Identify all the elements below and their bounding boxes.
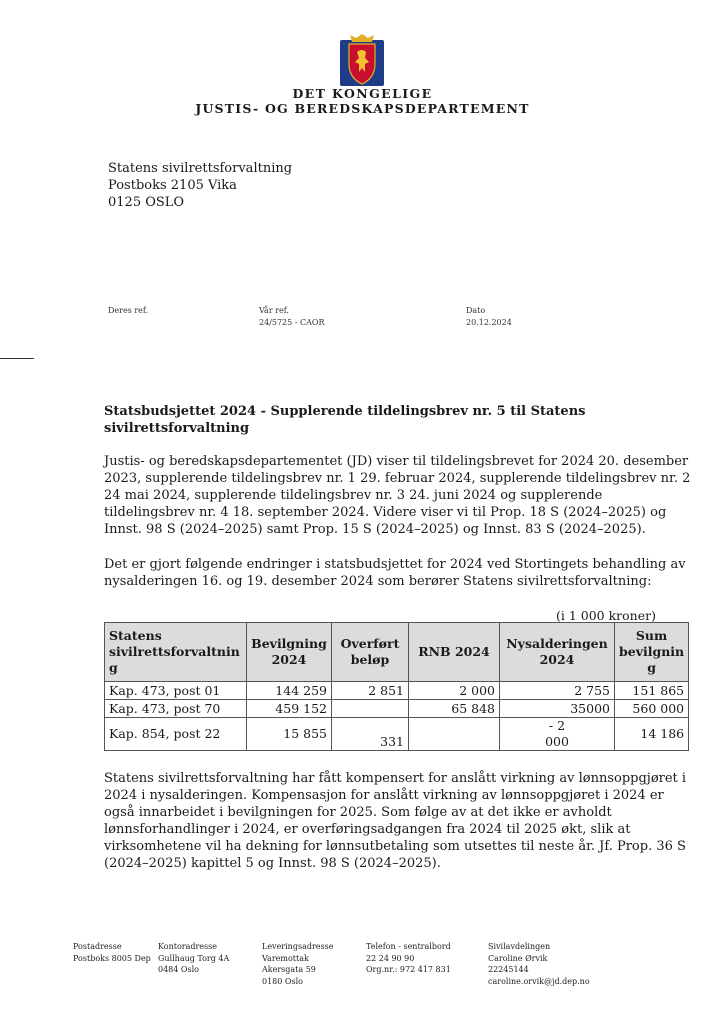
footer-heading: Leveringsadresse (262, 942, 334, 951)
cell-sum: 14 186 (615, 718, 689, 751)
cell-rnb: 65 848 (409, 700, 500, 718)
table-unit-label: (i 1 000 kroner) (556, 608, 656, 623)
paragraph-line: Statens sivilrettsforvaltning har fått kompensert for anslått virkning av lønnsoppgjøret i (104, 771, 687, 786)
footer-kontoradresse (158, 941, 229, 976)
footer-line: Varemottak (262, 953, 309, 963)
cell-label: Kap. 473, post 70 (105, 700, 247, 718)
header-statens-sivilrettsforvaltning (105, 623, 247, 682)
footer-line: 0484 Oslo (158, 965, 199, 974)
table-header-row (105, 623, 689, 682)
coat-of-arms-logo (338, 32, 386, 86)
header-overfort (332, 623, 409, 682)
header-line: Statens (109, 628, 162, 643)
paragraph-line: Det er gjort følgende endringer i statsbudsjettet for 2024 ved Stortingets behandling av (104, 557, 686, 572)
paragraph-intro (104, 453, 691, 538)
cell-bevilgning: 144 259 (247, 682, 332, 700)
footer-avdeling (488, 941, 590, 987)
cell-overfort (332, 700, 409, 718)
cell-overfort: 331 (332, 718, 409, 751)
footer-line: Gullhaug Torg 4A (158, 953, 230, 963)
footer-line: Akersgata 59 (262, 965, 316, 974)
cell-label: Kap. 473, post 01 (105, 682, 247, 700)
header-line: Bevilgning (251, 636, 327, 651)
deres-ref-label: Deres ref. (108, 306, 149, 315)
header-line: Nysalderingen (506, 636, 608, 651)
header-sum-bevilgning (615, 623, 689, 682)
paragraph-line: virksomhetene vil ha dekning for lønnsutbetaling som utsettes til neste år. Jf. Prop. 36 S (104, 839, 686, 854)
cell-label: Kap. 854, post 22 (105, 718, 247, 751)
cell-sum: 560 000 (615, 700, 689, 718)
cell-nysaldering (500, 718, 615, 751)
var-ref-label: Vår ref. (259, 306, 289, 315)
recipient-street: Postboks 2105 Vika (108, 178, 237, 193)
paragraph-line: 2023, supplerende tildelingsbrev nr. 1 29. februar 2024, supplerende tildelingsbrev nr. 2 (104, 471, 691, 486)
nysaldering-line1: - 2 (548, 718, 566, 733)
footer-leveringsadresse (262, 941, 333, 987)
paragraph-line: 2024 i nysalderingen. Kompensasjon for anslått virkning av lønnsoppgjøret i 2024 er (104, 788, 664, 803)
paragraph-compensation (104, 770, 687, 872)
recipient-name: Statens sivilrettsforvaltning (108, 161, 293, 176)
footer-line: 0180 Oslo (262, 976, 303, 986)
letter-title (104, 403, 624, 437)
title-line2: sivilrettsforvaltning (104, 421, 250, 436)
footer-line: Org.nr.: 972 417 831 (366, 965, 451, 974)
header-rnb (409, 623, 500, 682)
cell-bevilgning: 459 152 (247, 700, 332, 718)
department-name-line1: DET KONGELIGE (292, 86, 433, 101)
paragraph-line: Justis- og beredskapsdepartementet (JD) viser til tildelingsbrevet for 2024 20. desember (104, 454, 689, 469)
footer-line: Caroline Ørvik (488, 953, 548, 963)
footer-email: caroline.orvik@jd.dep.no (488, 976, 590, 986)
cell-overfort: 2 851 (332, 682, 409, 700)
table-row (105, 700, 689, 718)
footer-line: 22245144 (488, 965, 529, 974)
paragraph-line: 24 mai 2024, supplerende tildelingsbrev nr. 3 24. juni 2024 og supplerende (104, 488, 603, 503)
cell-nysaldering: 2 755 (500, 682, 615, 700)
fold-mark (0, 358, 34, 359)
paragraph-changes (104, 556, 686, 590)
nysaldering-line2: 000 (545, 734, 569, 749)
footer-heading: Sivilavdelingen (488, 942, 551, 951)
cell-sum: 151 865 (615, 682, 689, 700)
header-line: beløp (350, 652, 390, 667)
cell-rnb (409, 718, 500, 751)
cell-nysaldering: 35000 (500, 700, 615, 718)
date-value: 20.12.2024 (466, 318, 512, 327)
title-line1: Statsbudsjettet 2024 - Supplerende tildelingsbrev nr. 5 til Statens (104, 404, 586, 419)
footer-postadresse (73, 941, 151, 964)
footer-heading: Kontoradresse (158, 942, 217, 951)
header-line: 2024 (539, 652, 575, 667)
cell-rnb: 2 000 (409, 682, 500, 700)
table-row (105, 682, 689, 700)
footer-line: 22 24 90 90 (366, 953, 415, 963)
paragraph-line: (2024–2025) kapittel 5 og Innst. 98 S (2024–2025). (104, 856, 441, 871)
paragraph-line: lønnsforhandlinger i 2024, er overføringsadgangen fra 2024 til 2025 økt, slik at (104, 822, 631, 837)
var-ref-value: 24/5725 - CAOR (259, 318, 325, 327)
footer-heading: Postadresse (73, 942, 122, 951)
footer-line: Postboks 8005 Dep (73, 953, 151, 963)
footer-heading: Telefon - sentralbord (366, 942, 451, 951)
cell-bevilgning: 15 855 (247, 718, 332, 751)
paragraph-line: tildelingsbrev nr. 4 18. september 2024. Videre viser vi til Prop. 18 S (2024–2025) og (104, 505, 667, 520)
header-nysalderingen (500, 623, 615, 682)
recipient-postcode: 0125 OSLO (108, 195, 185, 210)
header-line: sivilrettsforvaltnin (109, 644, 240, 659)
department-name-line2: JUSTIS- OG BEREDSKAPSDEPARTEMENT (195, 101, 530, 116)
header-line: Sum (635, 628, 668, 643)
header-line: Overført (340, 636, 400, 651)
table-row (105, 718, 689, 751)
budget-table (104, 622, 689, 751)
footer-telefon (366, 941, 451, 976)
header-line: RNB 2024 (418, 644, 490, 659)
date-label: Dato (466, 306, 486, 315)
header-bevilgning (247, 623, 332, 682)
header-line: bevilgnin (619, 644, 685, 659)
paragraph-line: nysalderingen 16. og 19. desember 2024 som berører Statens sivilrettsforvaltning: (104, 574, 652, 589)
header-line: g (109, 660, 118, 675)
header-line: g (647, 660, 656, 675)
paragraph-line: Innst. 98 S (2024–2025) samt Prop. 15 S (2024–2025) og Innst. 83 S (2024–2025). (104, 522, 646, 537)
paragraph-line: også innarbeidet i bevilgningen for 2025. Som følge av at det ikke er avholdt (104, 805, 612, 820)
header-line: 2024 (271, 652, 307, 667)
